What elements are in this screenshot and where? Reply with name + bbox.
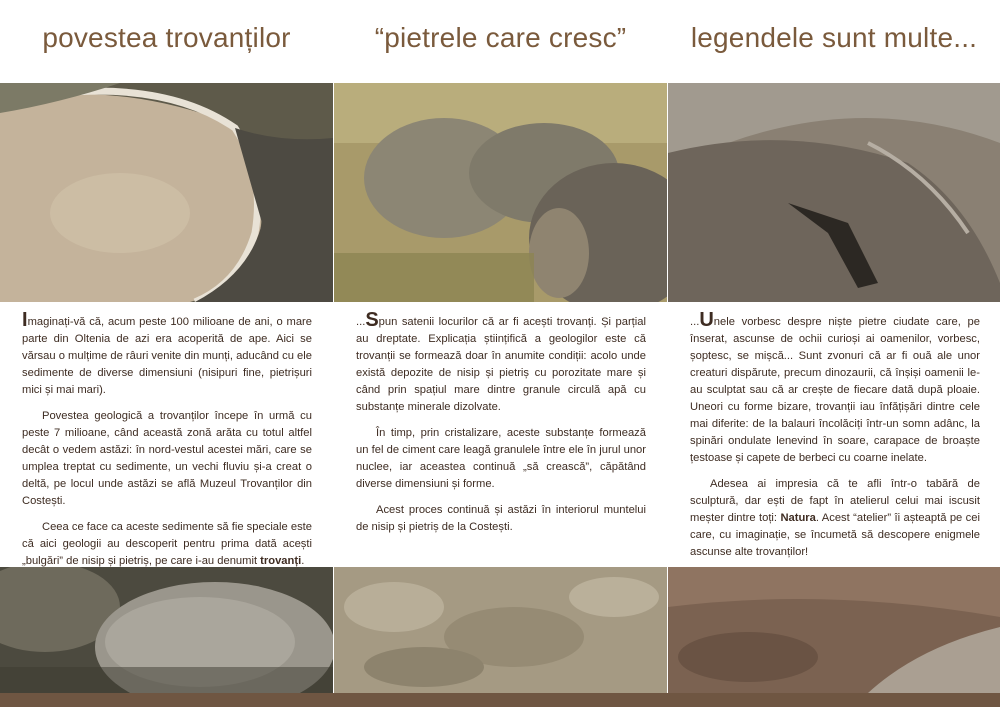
- column-title: povestea trovanților: [42, 22, 291, 53]
- bold-term: trovanți: [260, 555, 302, 567]
- paragraph-end: . Acest “atelier” îi așteaptă pe cei care, cu imaginație, se încumetă să descopere enigmele ascunse alte trovanților!: [690, 512, 980, 558]
- paragraph-text: nele vorbesc despre niște pietre ciudate care, pe înserat, ascunse de ochii curioși ai oamenilor, vorbesc, șoptesc, se mișcă... Sunt zvonuri că ar fi ouă ale unor creaturi dispărute, precum dinozaurii, că înșiși oamenii le-au sculptat sau că ar crește de fiecare dată după ploaie. Uneori cu forme bizare, trovanții iau înfățișări dintre cele mai diferite: de la balauri încolăciți într-un somn adânc, la spinări ondulate lenevind în soare, carapace de broaște țestoase și capete de berbeci cu coarne inelate.: [690, 316, 980, 464]
- photo-trovant-closeup: [0, 83, 333, 302]
- paragraph: [356, 309, 646, 416]
- photo-trovant-boulders: [0, 567, 333, 693]
- column-title: “pietrele care cresc”: [374, 22, 627, 53]
- photo-rock-crack: [668, 83, 1000, 302]
- paragraph: [22, 309, 312, 399]
- dropcap: U: [699, 309, 714, 331]
- column-povestea: [0, 0, 333, 707]
- photo-rock-texture: [668, 567, 1000, 693]
- paragraph-text: Adesea ai impresia că te afli într-o tabără de sculptură, dar ești de fapt în atelierul celui mai iscusit meșter dintre toți:: [690, 478, 980, 524]
- column-text: [356, 309, 646, 545]
- column-text: [22, 309, 312, 579]
- photo-growing-stones: [334, 83, 667, 302]
- column-text: [690, 309, 980, 570]
- photo-sand-texture: [334, 567, 667, 693]
- bottom-band: [0, 693, 1000, 707]
- dropcap: I: [22, 309, 28, 331]
- bold-term: Natura: [780, 512, 816, 524]
- prefix: ...: [690, 316, 700, 328]
- paragraph: Acest proces continuă și astăzi în interiorul muntelui de nisip și pietriș de la Costești.: [356, 504, 646, 533]
- paragraph: [22, 519, 312, 570]
- column-pietrele: [334, 0, 667, 707]
- paragraph: [690, 309, 980, 467]
- paragraph: [690, 476, 980, 561]
- paragraph: În timp, prin cristalizare, aceste substanțe formează un fel de ciment care leagă granulele între ele în jurul unor nuclee, iar aceastea continuă „să crească”, căpătând diverse dimensiuni și forme.: [356, 427, 646, 490]
- column-legendele: [668, 0, 1000, 707]
- paragraph-end: .: [301, 555, 305, 567]
- column-title: legendele sunt multe...: [690, 22, 978, 53]
- prefix: ...: [356, 316, 366, 328]
- paragraph: Povestea geologică a trovanților începe în urmă cu peste 7 milioane, când această zonă arăta cu totul altfel decât o vedem astăzi: în nord-vestul acestei mări, care se umplea treptat cu sedimente, un vechi fluviu și-a creat o deltă, pe locul unde astăzi se află Muzeul Trovanților din Costești.: [22, 410, 312, 507]
- paragraph-text: maginați-vă că, acum peste 100 milioane de ani, o mare parte din Oltenia de azi era acoperită de ape. Aici se vărsau o mulțime de râuri venite din munți, aducând cu ele sedimente de diverse dimensiuni (nisipuri fine, pietrișuri mici și mai mari).: [22, 316, 312, 396]
- paragraph-text: pun satenii locurilor că ar fi acești trovanți. Și parțial au dreptate. Explicația științifică a geologilor este că trovanții se formează doar în anumite condiții: acolo unde există depozite de nisip și pietriș cu porozitate mare și când prin spațiul mare dintre granule circulă apă cu substanțe minerale dizolvate.: [356, 316, 646, 413]
- paragraph-text: Ceea ce face ca aceste sedimente să fie speciale este că aici geologii au descoperit pentru prima dată acești „bulgări” de nisip și pietriș, pe care i-au denumit: [22, 521, 312, 567]
- dropcap: S: [365, 309, 379, 331]
